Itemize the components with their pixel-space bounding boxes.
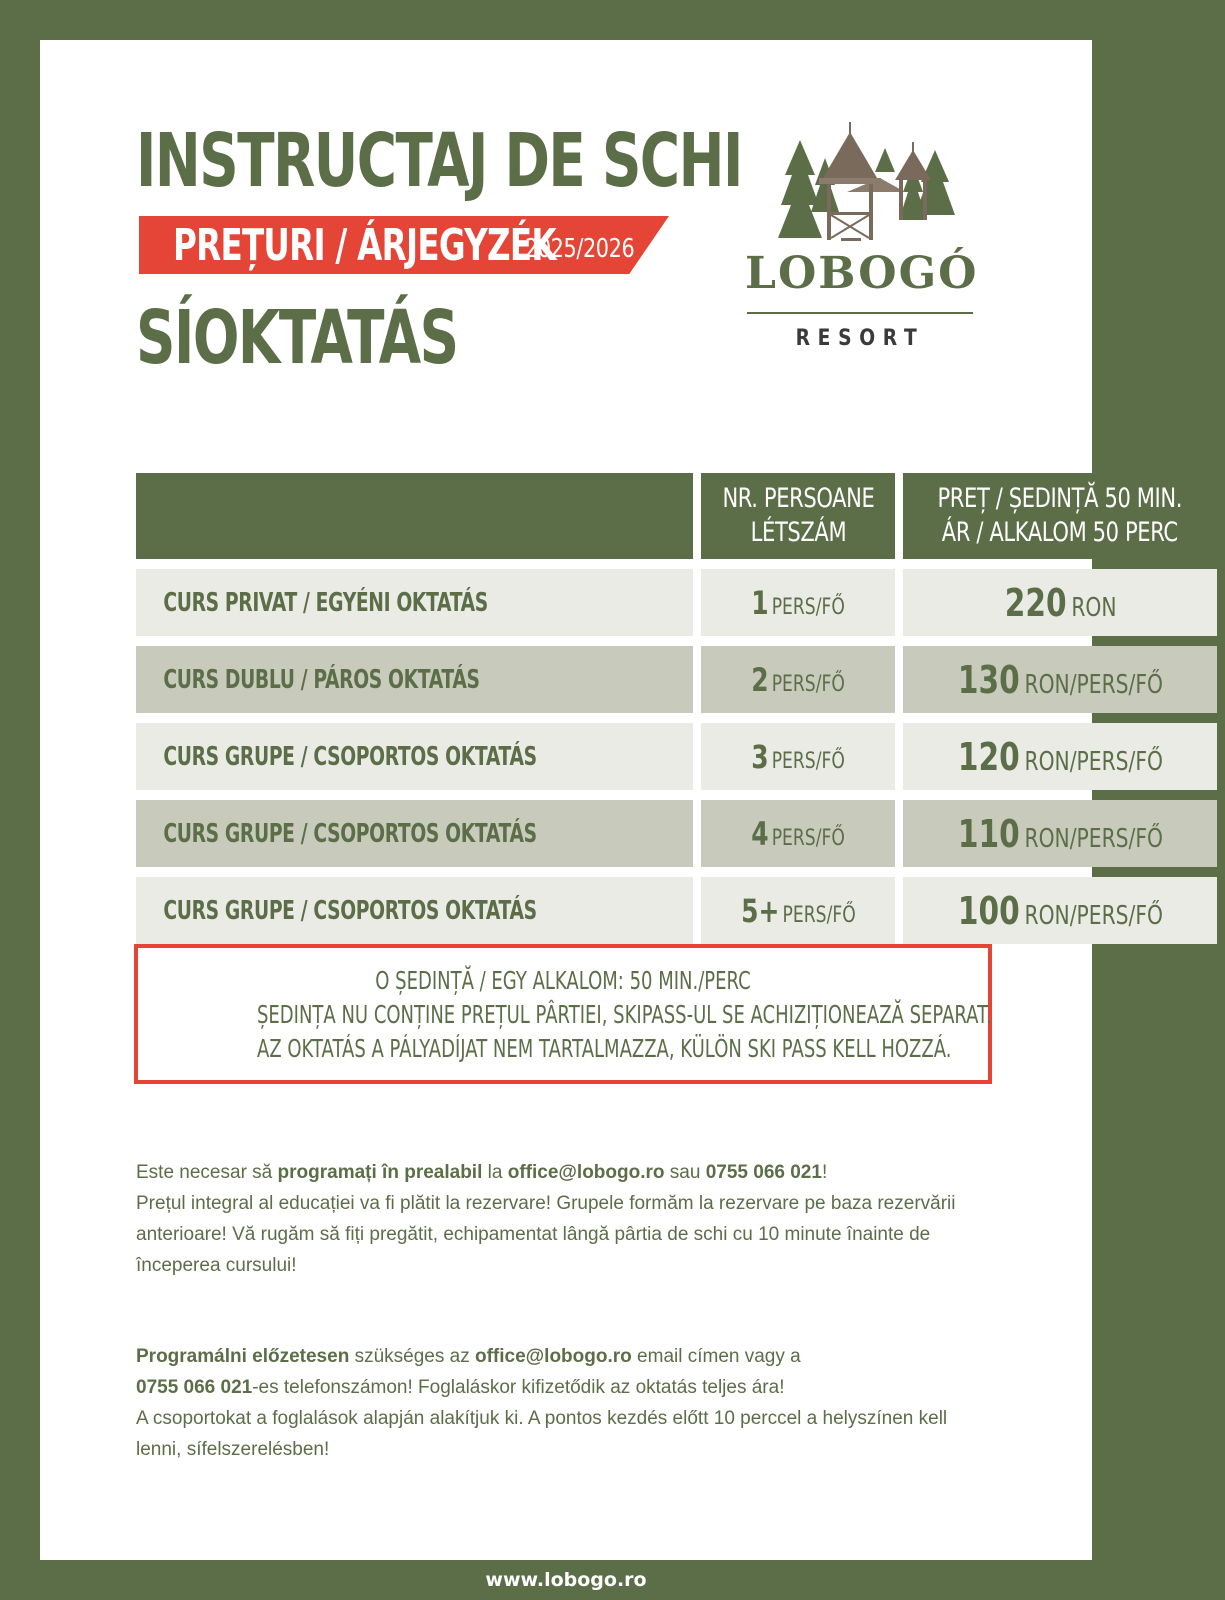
- persons-count: 5+: [740, 891, 779, 930]
- logo-divider: [747, 312, 973, 314]
- header-price: [903, 473, 1217, 559]
- header-price-ro: PREȚ / ȘEDINȚĂ 50 MIN.: [937, 483, 1183, 514]
- info-emphasis: Programálni előzetesen: [136, 1346, 350, 1367]
- price-table: [128, 463, 1225, 954]
- email-link[interactable]: office@lobogo.ro: [474, 1346, 632, 1367]
- banner-label: PREȚURI / ÁRJEGYZÉK: [173, 220, 556, 271]
- header-persons: [701, 473, 896, 559]
- info-hungarian: [136, 1341, 996, 1465]
- info-text: A csoportokat a foglalások alapján alakítjuk ki. A pontos kezdés előtt 10 perccel a helyszínen kell lenni, sífelszerelésben!: [136, 1408, 948, 1460]
- header-persons-hu: LÉTSZÁM: [750, 517, 846, 548]
- info-text: la: [482, 1162, 508, 1183]
- season-label: 2025/2026: [525, 234, 635, 264]
- price-value: 220: [1004, 580, 1067, 625]
- notice-duration: O ȘEDINȚĂ / EGY ALKALOM: 50 MIN./PERC: [375, 966, 751, 995]
- header-price-hu: ÁR / ALKALOM 50 PERC: [942, 517, 1179, 548]
- page-subtitle: SÍOKTATÁS: [136, 295, 458, 381]
- header-blank-cell: [136, 473, 693, 559]
- persons-count: 3: [751, 737, 769, 776]
- lobogo-logo: [745, 120, 979, 360]
- price-value: 110: [957, 811, 1020, 856]
- persons-count: 1: [751, 583, 769, 622]
- notice-skipass-ro: ȘEDINȚA NU CONȚINE PREȚUL PÂRTIEI, SKIPASS-UL SE ACHIZIȚIONEAZĂ SEPARAT.: [257, 1000, 992, 1029]
- price-unit: RON/PERS/FŐ: [1024, 823, 1163, 854]
- info-text: -es telefonszámon! Foglaláskor kifizetődik az oktatás teljes ára!: [252, 1377, 785, 1398]
- info-text: Este necesar să: [136, 1162, 278, 1183]
- price-value: 100: [957, 888, 1020, 933]
- price-unit: RON/PERS/FŐ: [1024, 900, 1163, 931]
- persons-count: 2: [751, 660, 769, 699]
- table-row: [136, 800, 1217, 867]
- table-row: [136, 569, 1217, 636]
- info-text: !: [821, 1162, 828, 1183]
- course-label: CURS GRUPE / CSOPORTOS OKTATÁS: [163, 818, 537, 849]
- phone-number[interactable]: 0755 066 021: [136, 1377, 253, 1398]
- persons-unit: PERS/FŐ: [771, 748, 845, 774]
- info-text: sau: [664, 1162, 706, 1183]
- resort-pavilion-icon: [745, 120, 975, 250]
- persons-unit: PERS/FŐ: [771, 825, 845, 851]
- table-row: [136, 877, 1217, 944]
- table-header-row: [136, 473, 1217, 559]
- logo-wordmark: LOBOGÓ: [745, 248, 979, 299]
- price-unit: RON: [1070, 592, 1117, 623]
- course-label: CURS DUBLU / PÁROS OKTATÁS: [163, 664, 480, 695]
- phone-number[interactable]: 0755 066 021: [705, 1162, 822, 1183]
- session-notice: [134, 944, 992, 1084]
- info-romanian: [136, 1157, 996, 1281]
- persons-unit: PERS/FŐ: [771, 594, 845, 620]
- email-link[interactable]: office@lobogo.ro: [507, 1162, 665, 1183]
- page-title: INSTRUCTAJ DE SCHI: [136, 118, 742, 204]
- info-text: email címen vagy a: [631, 1346, 801, 1367]
- price-value: 130: [957, 657, 1020, 702]
- table-row: [136, 646, 1217, 713]
- course-label: CURS PRIVAT / EGYÉNI OKTATÁS: [163, 587, 488, 618]
- notice-skipass-hu: AZ OKTATÁS A PÁLYADÍJAT NEM TARTALMAZZA, KÜLÖN SKI PASS KELL HOZZÁ.: [257, 1034, 952, 1063]
- info-text: szükséges az: [349, 1346, 475, 1367]
- persons-count: 4: [751, 814, 769, 853]
- course-label: CURS GRUPE / CSOPORTOS OKTATÁS: [163, 741, 537, 772]
- persons-unit: PERS/FŐ: [771, 671, 845, 697]
- price-unit: RON/PERS/FŐ: [1024, 669, 1163, 700]
- header-persons-ro: NR. PERSOANE: [721, 483, 875, 514]
- logo-tagline: RESORT: [795, 326, 925, 351]
- info-text: Prețul integral al educației va fi plătit la rezervare! Grupele formăm la rezervare pe baza rezervării anterioare! Vă rugăm să fiți pregătit, echipamentat lângă pârtia de schi cu 10 minute înainte de începerea cursului!: [136, 1193, 956, 1276]
- table-row: [136, 723, 1217, 790]
- price-unit: RON/PERS/FŐ: [1024, 746, 1163, 777]
- price-value: 120: [957, 734, 1020, 779]
- persons-unit: PERS/FŐ: [782, 902, 856, 928]
- footer-website[interactable]: www.lobogo.ro: [485, 1569, 647, 1591]
- price-sheet: [40, 40, 1183, 1560]
- info-emphasis: programați în prealabil: [277, 1162, 483, 1183]
- course-label: CURS GRUPE / CSOPORTOS OKTATÁS: [163, 895, 537, 926]
